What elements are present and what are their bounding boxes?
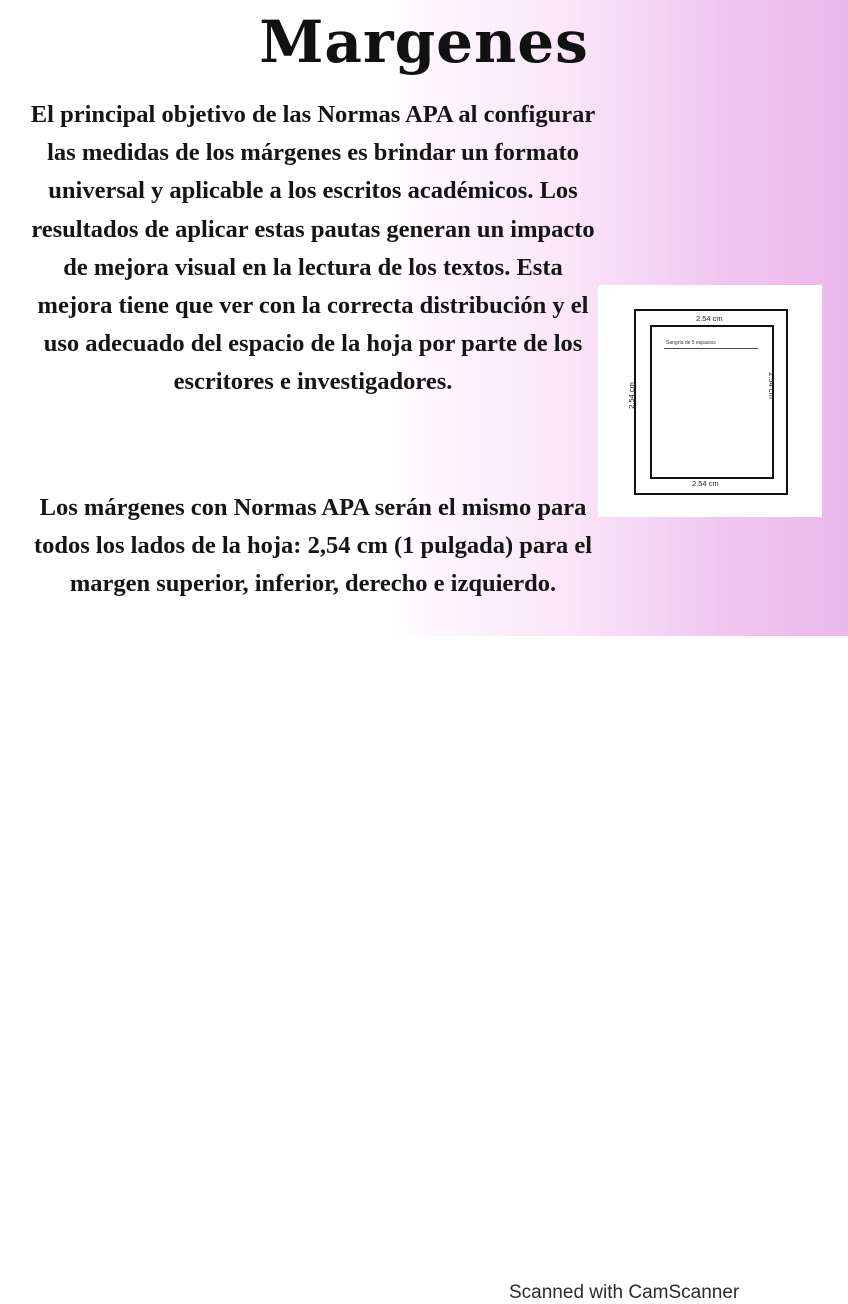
bottom-margin-label: 2.54 cm — [692, 479, 719, 488]
indent-label: Sangría de 5 espacios — [666, 340, 716, 346]
top-margin-label: 2.54 cm — [696, 314, 723, 323]
margin-rule-paragraph: Los márgenes con Normas APA serán el mismo para todos los lados de la hoja: 2,54 cm (1 pulgada) para el margen superior, inferior, derecho e izquierdo. — [33, 494, 593, 598]
scanner-watermark: Scanned with CamScanner — [509, 1282, 740, 1303]
indent-line — [664, 348, 758, 349]
margin-diagram — [598, 285, 822, 517]
scan-footer — [0, 636, 848, 1303]
page-title: Margenes — [259, 8, 589, 76]
document-page — [0, 0, 848, 636]
left-margin-label: 2.54 cm — [626, 382, 636, 409]
right-margin-label: 2.54 cm — [766, 372, 776, 399]
intro-paragraph: El principal objetivo de las Normas APA al configurar las medidas de los márgenes es brindar un formato universal y aplicable a los escritos académicos. Los resultados de aplicar estas pautas generan un impacto de mejora visual en la lectura de los textos. Esta mejora tiene que ver con la correcta distribución y el uso adecuado del espacio de la hoja por parte de los escritores e investigadores. — [30, 101, 596, 396]
